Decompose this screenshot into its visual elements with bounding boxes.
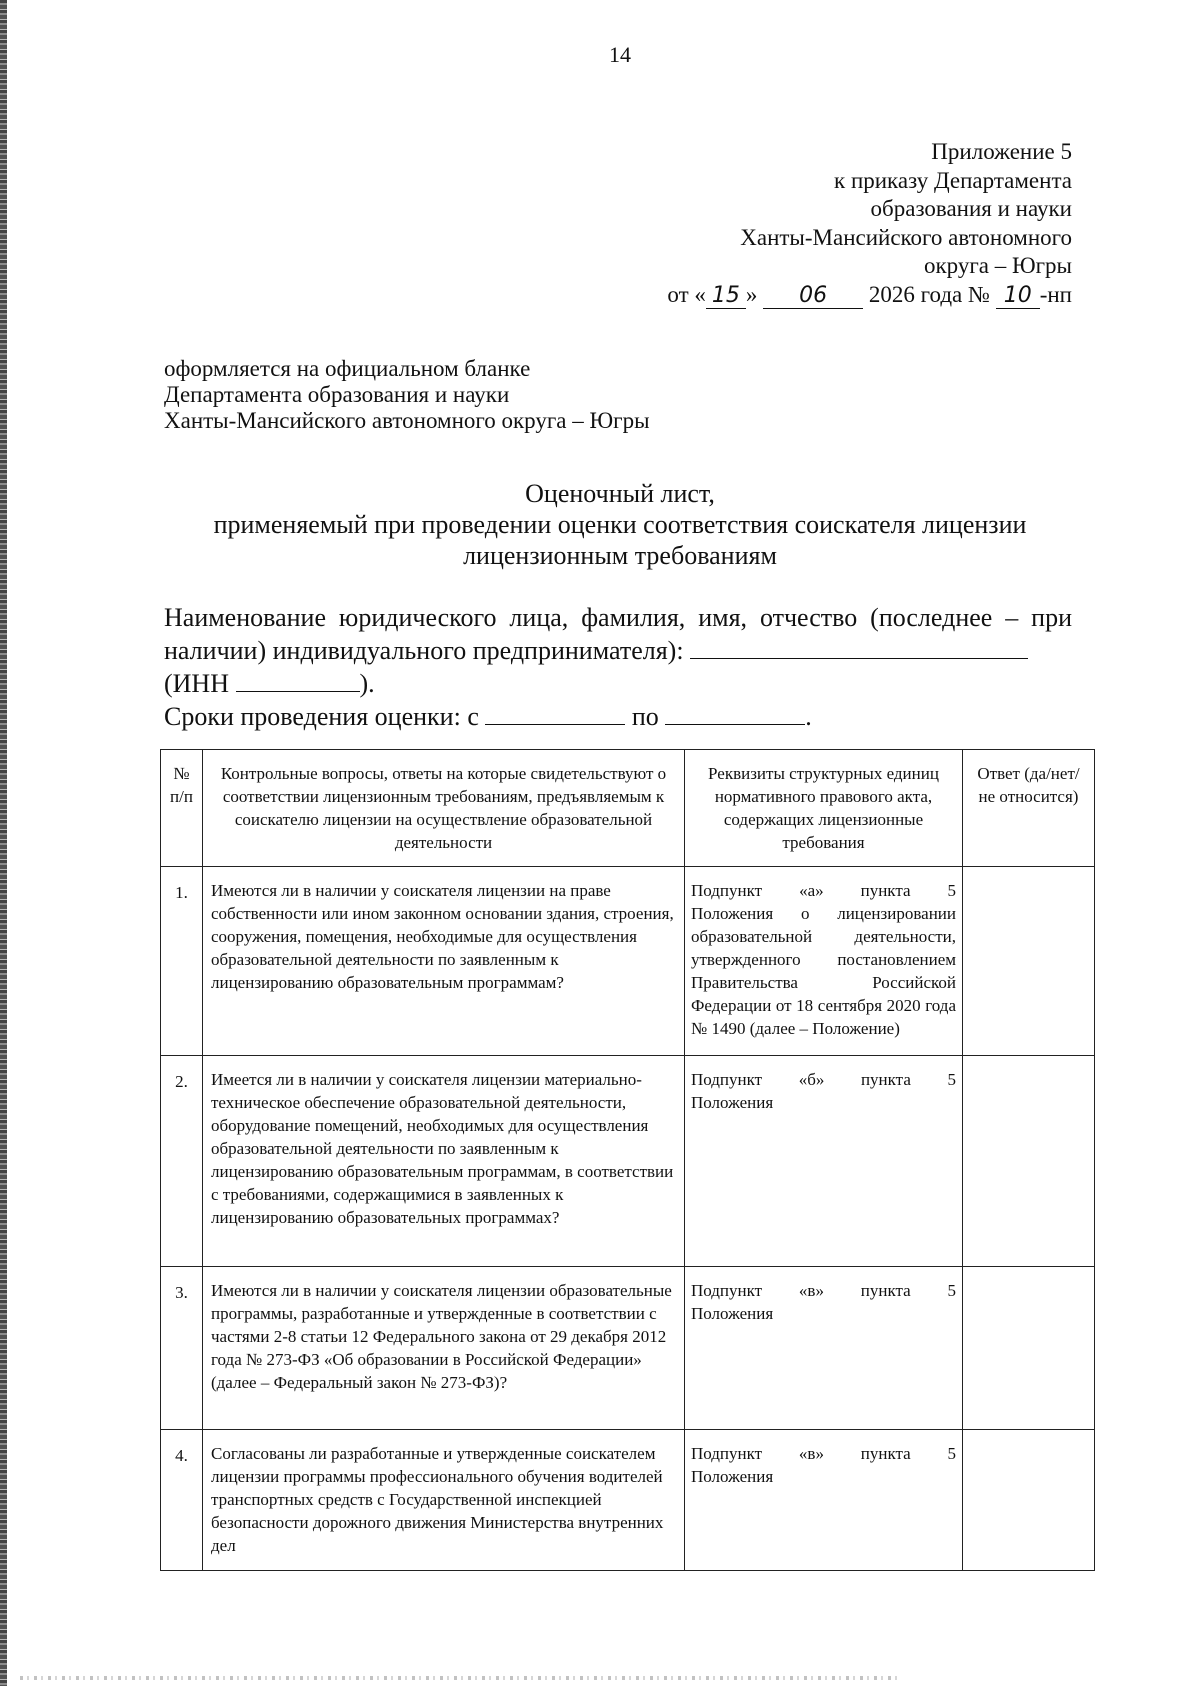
ref-word: Подпункт — [691, 881, 763, 900]
date-prefix: от « — [667, 281, 706, 307]
table-header-row — [161, 750, 1095, 867]
header-ref: Реквизиты структурных единиц нормативного правового акта, содержащих лицензионные требования — [685, 750, 963, 867]
handwritten-order-number: 10 — [996, 284, 1040, 309]
inn-close: ). — [359, 669, 375, 698]
reference-rest: Положения — [691, 1093, 774, 1112]
reference-rest: Положения — [691, 1467, 774, 1486]
date-mid: » — [745, 281, 758, 307]
ref-word: «в» — [798, 1281, 824, 1300]
ref-word: Подпункт — [691, 1070, 763, 1089]
table-row — [161, 867, 1095, 1056]
number-suffix: -нп — [1039, 281, 1072, 307]
applicant-name-label-line-2: наличии) индивидуального предпринимателя): — [164, 636, 684, 665]
appendix-region-line: Ханты-Мансийского автономного — [740, 224, 1072, 250]
assessment-table — [160, 749, 1095, 1571]
row-number: 1. — [161, 867, 203, 1056]
handwritten-month: 06 — [763, 284, 863, 309]
inn-field[interactable] — [236, 667, 360, 692]
reference-rest: Положения о лицензировании образовательной деятельности, утвержденного постановлением Правительства Российской Федерации от 18 сентября 2020 года № 1490 (далее – Положение) — [691, 904, 956, 1038]
ref-word: 5 — [947, 1281, 956, 1300]
row-number: 4. — [161, 1430, 203, 1571]
appendix-date-line — [667, 281, 1072, 310]
reference-head — [691, 1442, 956, 1465]
table-row — [161, 1056, 1095, 1267]
appendix-block — [667, 138, 1072, 309]
period-label: Сроки проведения оценки: с — [164, 702, 479, 731]
row-question: Имеются ли в наличии у соискателя лицензии образовательные программы, разработанные и утвержденные в соответствии с частями 2-8 статьи 12 Федерального закона от 29 декабря 2012 года № 273-ФЗ «Об образовании в Российской Федерации» (далее – Федеральный закон № 273-ФЗ)? — [203, 1267, 685, 1430]
row-reference — [685, 1267, 963, 1430]
reference-rest: Положения — [691, 1304, 774, 1323]
ref-word: 5 — [947, 881, 956, 900]
reference-head — [691, 1068, 956, 1091]
ref-word: 5 — [947, 1444, 956, 1463]
page-number: 14 — [609, 42, 631, 67]
period-row — [164, 700, 1072, 733]
ref-word: пункта — [860, 1444, 911, 1463]
reference-head — [691, 879, 956, 902]
applicant-name-label-line-1: Наименование юридического лица, фамилия, имя, отчество (последнее – при — [164, 603, 1072, 632]
row-reference — [685, 1056, 963, 1267]
scan-bottom-artifact — [20, 1676, 900, 1680]
official-blank-note — [164, 356, 650, 434]
appendix-title: Приложение 5 — [931, 139, 1072, 164]
blank-note-line-1: оформляется на официальном бланке — [164, 356, 531, 381]
title-line-1: Оценочный лист, — [525, 479, 715, 508]
year-text: 2026 года № — [868, 281, 990, 307]
reference-head — [691, 1279, 956, 1302]
row-question: Имеются ли в наличии у соискателя лицензии на праве собственности или ином законном основании здания, строения, сооружения, помещения, необходимые для осуществления образовательной деятельности по заявленным к лицензированию образовательным программам? — [203, 867, 685, 1056]
title-line-3: лицензионным требованиям — [463, 541, 777, 570]
scan-edge-artifact — [0, 0, 7, 1686]
header-answer: Ответ (да/нет/ не относится) — [963, 750, 1095, 867]
ref-word: пункта — [860, 881, 911, 900]
period-end: . — [805, 702, 812, 731]
applicant-name-field[interactable] — [690, 634, 1028, 659]
row-number: 2. — [161, 1056, 203, 1267]
ref-word: пункта — [860, 1070, 911, 1089]
row-reference — [685, 1430, 963, 1571]
table-row — [161, 1267, 1095, 1430]
inn-row — [164, 667, 1072, 700]
header-num: № п/п — [161, 750, 203, 867]
table-row — [161, 1430, 1095, 1571]
ref-word: Подпункт — [691, 1281, 763, 1300]
document-title — [170, 478, 1070, 571]
inn-label: (ИНН — [164, 669, 229, 698]
period-to-field[interactable] — [665, 700, 805, 725]
title-line-2: применяемый при проведении оценки соответствия соискателя лицензии — [213, 510, 1027, 539]
applicant-info — [164, 602, 1072, 733]
blank-note-line-3: Ханты-Мансийского автономного округа – Югры — [164, 408, 650, 433]
ref-word: «а» — [799, 881, 824, 900]
header-question: Контрольные вопросы, ответы на которые свидетельствуют о соответствии лицензионным требованиям, предъявляемым к соискателю лицензии на осуществление образовательной деятельности — [203, 750, 685, 867]
appendix-order-line: к приказу Департамента — [834, 167, 1072, 193]
row-question: Согласованы ли разработанные и утвержденные соискателем лицензии программы профессионального обучения водителей транспортных средств с Государственной инспекцией безопасности дорожного движения Министерства внутренних дел — [203, 1430, 685, 1571]
blank-note-line-2: Департамента образования и науки — [164, 382, 510, 407]
ref-word: Подпункт — [691, 1444, 763, 1463]
row-answer-cell[interactable] — [963, 867, 1095, 1056]
appendix-okrug-line: округа – Югры — [923, 253, 1072, 278]
ref-word: 5 — [947, 1070, 956, 1089]
ref-word: «в» — [798, 1444, 824, 1463]
applicant-name-row — [164, 634, 1072, 667]
handwritten-day: 15 — [706, 284, 746, 309]
period-from-field[interactable] — [485, 700, 625, 725]
period-to-label: по — [631, 702, 659, 731]
row-reference — [685, 867, 963, 1056]
appendix-dept-line: образования и науки — [870, 196, 1072, 221]
row-answer-cell[interactable] — [963, 1430, 1095, 1571]
row-answer-cell[interactable] — [963, 1267, 1095, 1430]
ref-word: пункта — [860, 1281, 911, 1300]
row-number: 3. — [161, 1267, 203, 1430]
row-answer-cell[interactable] — [963, 1056, 1095, 1267]
row-question: Имеется ли в наличии у соискателя лицензии материально-техническое обеспечение образовательной деятельности, оборудование помещений, необходимых для осуществления образовательной деятельности по заявленным к лицензированию образовательным программам, в соответствии с требованиями, содержащимися в заявленных к лицензированию образовательных программах? — [203, 1056, 685, 1267]
ref-word: «б» — [798, 1070, 825, 1089]
